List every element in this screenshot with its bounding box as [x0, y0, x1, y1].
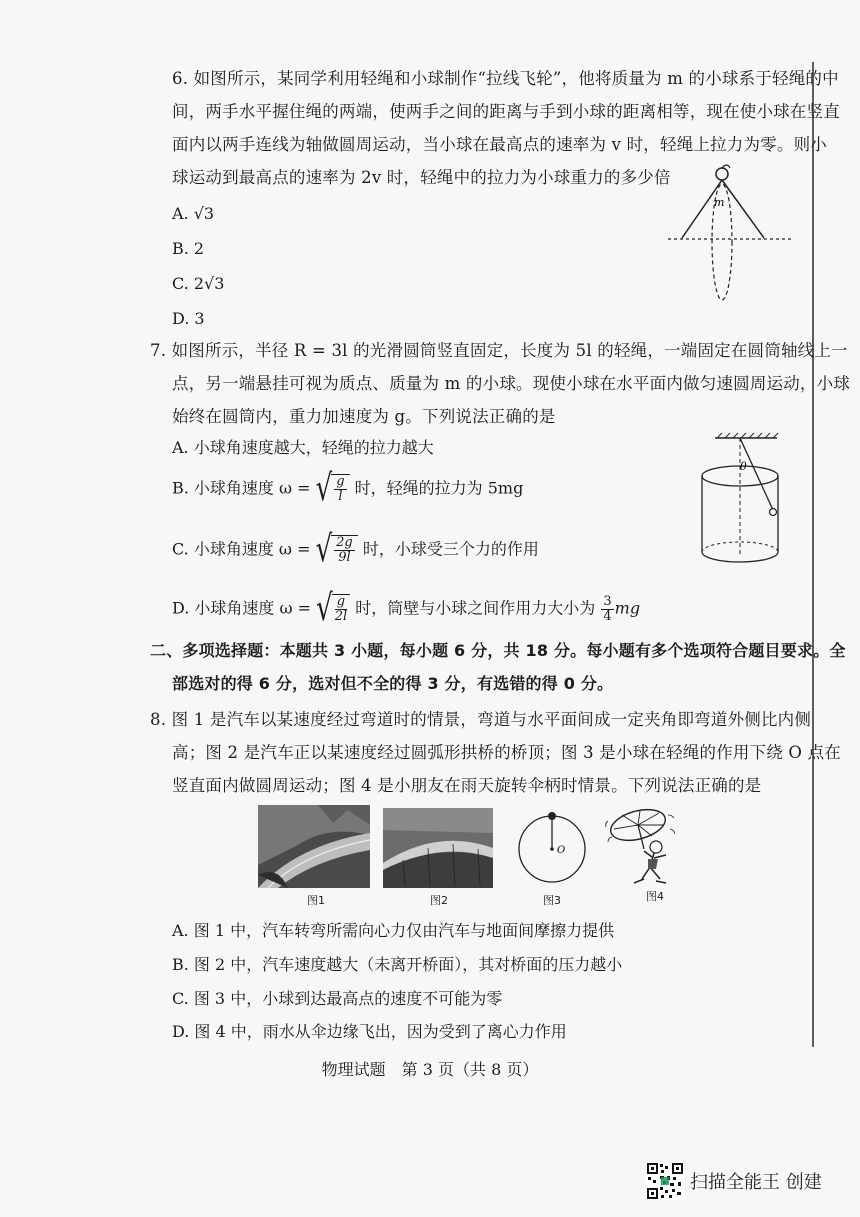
- q8-line-1: 8. 图 1 是汽车以某速度经过弯道时的情景，弯道与水平面间成一定夹角即弯道外侧比内侧: [150, 710, 812, 729]
- fraction-numerator: 3: [603, 593, 612, 609]
- q7-line-2: 点，另一端悬挂可视为质点、质量为 m 的小球。现使小球在水平面内做匀速圆周运动，小球: [172, 374, 851, 393]
- qr-code-icon: [646, 1162, 684, 1200]
- margin-rule: [812, 62, 814, 1047]
- fraction-denominator: l: [338, 489, 343, 504]
- q8-caption-4: 图4: [646, 890, 664, 903]
- q7-line-1: 7. 如图所示，半径 R = 3l 的光滑圆筒竖直固定，长度为 5l 的轻绳，一端固定在圆筒轴线上一: [150, 341, 848, 360]
- fraction-numerator: 2g: [336, 535, 353, 550]
- q7-option-c-prefix: C. 小球角速度 ω =: [172, 539, 311, 559]
- q8-figure-4-child-umbrella: [604, 803, 682, 889]
- q7-option-d-prefix: D. 小球角速度 ω =: [172, 598, 312, 618]
- q6-line-2: 间，两手水平握住绳的两端，使两手之间的距离与手到小球的距离相等，现在使小球在竖直: [172, 102, 840, 121]
- q7-option-c: [172, 529, 539, 571]
- fraction-denominator: 4: [603, 608, 612, 624]
- watermark-text: 扫描全能王 创建: [690, 1172, 822, 1193]
- q8-caption-1: 图1: [307, 894, 325, 907]
- q8-line-3: 竖直面内做圆周运动；图 4 是小朋友在雨天旋转伞柄时情景。下列说法正确的是: [172, 776, 762, 795]
- q7-option-b: [172, 468, 524, 510]
- fraction-numerator: g: [336, 594, 346, 609]
- q8-option-c: C. 图 3 中，小球到达最高点的速度不可能为零: [172, 989, 503, 1008]
- scanner-watermark: [646, 1162, 822, 1200]
- q8-figure-1-curved-road-photo: [258, 805, 370, 888]
- q8-figure-3-circle-motion: [515, 807, 590, 887]
- q6-figure-spinning-ball: [668, 160, 798, 305]
- q7-option-d-suffix: mg: [614, 598, 641, 618]
- q6-line-4: 球运动到最高点的速率为 2v 时，轻绳中的拉力为小球重力的多少倍: [172, 168, 671, 187]
- sqrt-expression: √ $\frac{2g}{9l}$: [316, 535, 358, 565]
- section2-line-2: 部选对的得 6 分，选对但不全的得 3 分，有选错的得 0 分。: [172, 674, 614, 693]
- q7-option-b-prefix: B. 小球角速度 ω =: [172, 478, 311, 498]
- q7-option-d-mid: 时，筒壁与小球之间作用力大小为: [355, 598, 596, 618]
- q8-option-d: D. 图 4 中，雨水从伞边缘飞出，因为受到了离心力作用: [172, 1022, 567, 1041]
- q8-figure-3-label: O: [557, 845, 566, 856]
- q6-option-b: B. 2: [172, 239, 205, 258]
- fraction-numerator: g: [336, 474, 345, 489]
- q6-option-d: D. 3: [172, 309, 205, 328]
- q8-option-b: B. 图 2 中，汽车速度越大（未离开桥面），其对桥面的压力越小: [172, 955, 623, 974]
- q8-figure-2-arch-bridge-photo: [383, 808, 493, 888]
- q7-option-d: [172, 588, 641, 630]
- q6-option-c: C. 2√3: [172, 274, 225, 293]
- q7-line-3: 始终在圆筒内，重力加速度为 g。下列说法正确的是: [172, 407, 556, 426]
- fraction-denominator: 9l: [338, 550, 351, 565]
- page-footer: 物理试题 第 3 页（共 8 页）: [321, 1060, 539, 1079]
- q8-option-a: A. 图 1 中，汽车转弯所需向心力仅由汽车与地面间摩擦力提供: [172, 921, 615, 940]
- q6-figure-label: m: [714, 196, 725, 209]
- q8-caption-2: 图2: [430, 894, 448, 907]
- q8-line-2: 高；图 2 是汽车正以某速度经过圆弧形拱桥的桥顶；图 3 是小球在轻绳的作用下绕 O 点在: [172, 743, 841, 762]
- q7-option-b-suffix: 时，轻绳的拉力为 5mg: [354, 478, 524, 498]
- q6-line-3: 面内以两手连线为轴做圆周运动，当小球在最高点的速率为 v 时，轻绳上拉力为零。则小: [172, 135, 828, 154]
- section2-line-1: 二、多项选择题：本题共 3 小题，每小题 6 分，共 18 分。每小题有多个选项符合题目要求。全: [150, 641, 846, 660]
- q7-figure-label-theta: θ: [740, 460, 747, 473]
- sqrt-expression: √ $\frac{g}{l}$: [316, 474, 350, 504]
- q7-figure-cylinder: [695, 432, 795, 572]
- q8-caption-3: 图3: [543, 894, 561, 907]
- q6-line-1: 6. 如图所示，某同学利用轻绳和小球制作“拉线飞轮”，他将质量为 m 的小球系于轻绳的中: [172, 69, 839, 88]
- q6-option-a: A. √3: [172, 204, 215, 223]
- fraction-denominator: 2l: [334, 609, 348, 624]
- q7-option-a: A. 小球角速度越大，轻绳的拉力越大: [172, 438, 434, 457]
- fraction: [601, 595, 613, 624]
- sqrt-expression: √ $\frac{g}{2l}$: [316, 594, 350, 624]
- q7-option-c-suffix: 时，小球受三个力的作用: [362, 539, 539, 559]
